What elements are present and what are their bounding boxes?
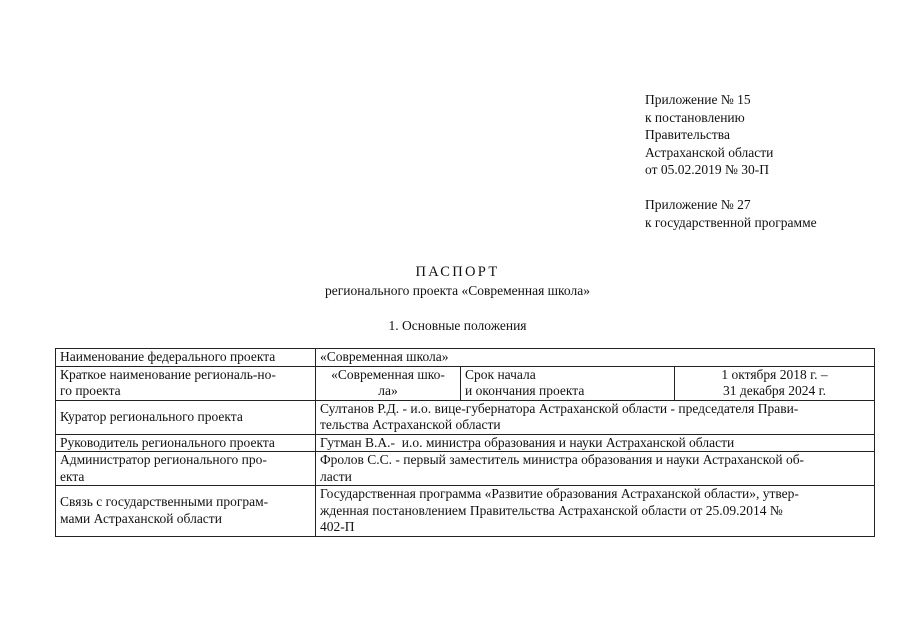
state-programs-label-line: мами Астраханской области xyxy=(60,510,222,526)
table-row-state-programs xyxy=(56,486,875,537)
administrator-value xyxy=(316,452,875,486)
term-label-line: и окончания проекта xyxy=(465,383,585,398)
leader-value: Гутман В.А.- и.о. министра образования и науки Астраханской области xyxy=(316,434,875,452)
document-subtitle: регионального проекта «Современная школа» xyxy=(325,283,590,298)
passport-table xyxy=(55,348,875,537)
state-programs-label xyxy=(56,486,316,537)
administrator-label-line: екта xyxy=(60,468,85,484)
table-row-federal-project xyxy=(56,349,875,367)
short-name-value-line: ла» xyxy=(378,383,398,398)
state-programs-value-line: Государственная программа «Развитие образования Астраханской области», утвер- xyxy=(320,486,799,501)
term-value-line: 1 октября 2018 г. – xyxy=(721,366,828,382)
short-name-label-line: го проекта xyxy=(60,383,121,398)
annex-secondary-line: Приложение № 27 xyxy=(645,197,751,212)
term-value xyxy=(675,366,875,400)
leader-label: Руководитель регионального проекта xyxy=(56,434,316,452)
table-row-short-name xyxy=(56,366,875,400)
term-label xyxy=(461,366,675,400)
annex-primary xyxy=(645,91,773,179)
short-name-label xyxy=(56,366,316,400)
annex-primary-line: к постановлению xyxy=(645,109,745,125)
document-title: ПАСПОРТ xyxy=(415,264,500,280)
administrator-value-line: Фролов С.С. - первый заместитель министра образования и науки Астраханской об- xyxy=(320,452,805,467)
annex-primary-line: Правительства xyxy=(645,127,730,142)
table-row-administrator xyxy=(56,452,875,486)
state-programs-value xyxy=(316,486,875,537)
federal-project-value: «Современная школа» xyxy=(316,349,875,367)
state-programs-label-line: Связь с государственными програм- xyxy=(60,494,269,510)
annex-secondary-line: к государственной программе xyxy=(645,214,817,230)
curator-value xyxy=(316,400,875,434)
administrator-label xyxy=(56,452,316,486)
curator-value-line: тельства Астраханской области xyxy=(320,417,501,432)
annex-primary-line: от 05.02.2019 № 30-П xyxy=(645,162,769,177)
state-programs-value-line: 402-П xyxy=(320,519,355,534)
short-name-value xyxy=(316,366,461,400)
annex-primary-line: Приложение № 15 xyxy=(645,92,751,107)
curator-value-line: Султанов Р.Д. - и.о. вице-губернатора Астраханской области - председателя Прави- xyxy=(320,400,799,416)
state-programs-value-line: жденная постановлением Правительства Астраханской области от 25.09.2014 № xyxy=(320,502,783,518)
annex-secondary xyxy=(645,196,817,231)
section-heading: 1. Основные положения xyxy=(388,318,527,333)
annex-primary-line: Астраханской области xyxy=(645,144,774,160)
administrator-label-line: Администратор регионального про- xyxy=(60,452,267,467)
term-value-line: 31 декабря 2024 г. xyxy=(722,383,827,398)
table-row-leader xyxy=(56,434,875,452)
federal-project-label: Наименование федерального проекта xyxy=(56,349,316,367)
short-name-label-line: Краткое наименование региональ-но- xyxy=(60,366,276,382)
term-label-line: Срок начала xyxy=(465,366,536,382)
table-row-curator xyxy=(56,400,875,434)
short-name-value-line: «Современная шко- xyxy=(331,366,445,382)
curator-label: Куратор регионального проекта xyxy=(56,400,316,434)
administrator-value-line: ласти xyxy=(320,468,352,484)
